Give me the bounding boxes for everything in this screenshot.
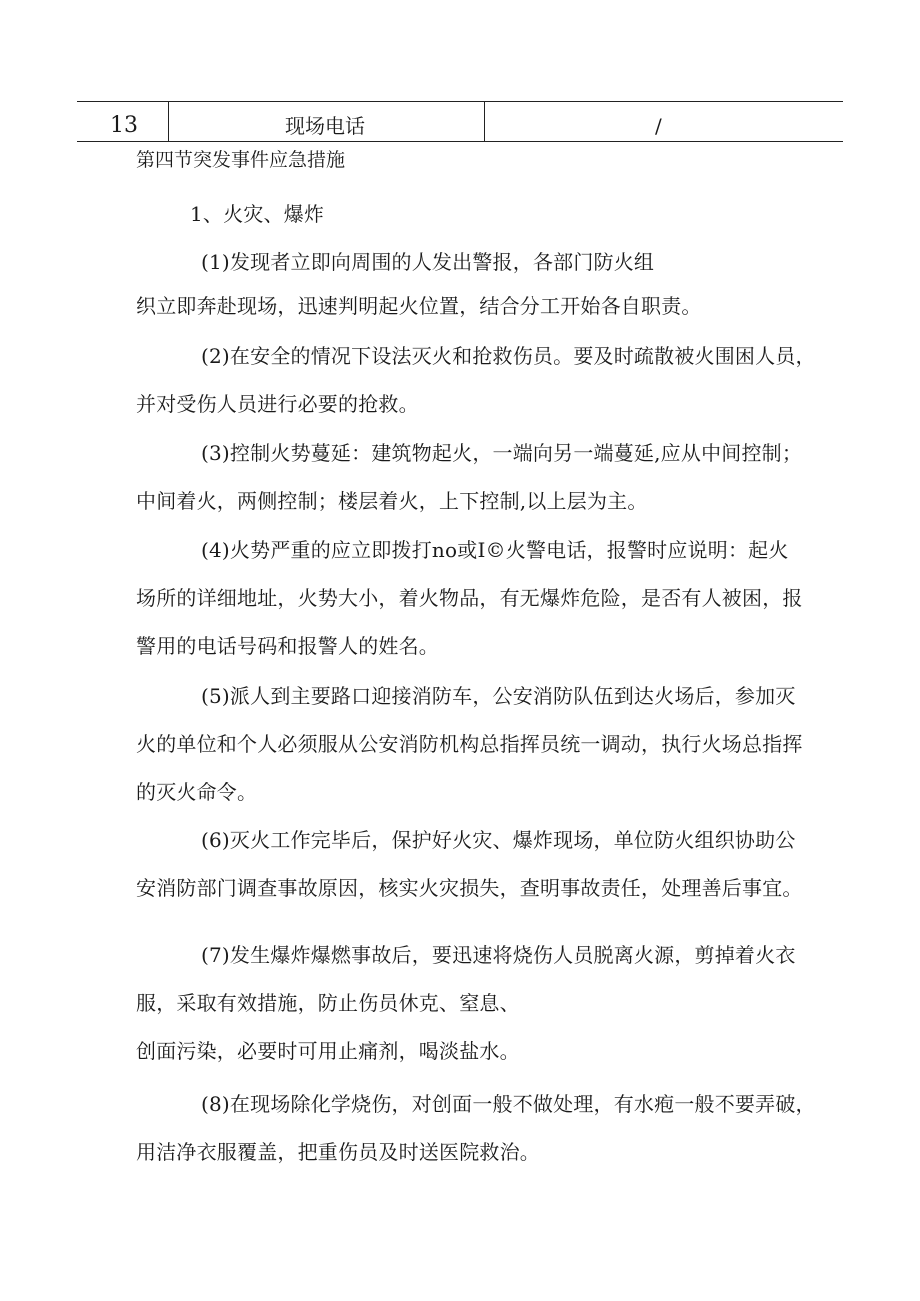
contact-table <box>77 101 843 142</box>
table-cell-value: / <box>655 114 662 138</box>
paragraph-line: 安消防部门调查事故原因，核实火灾损失，查明事故责任，处理善后事宜。 <box>136 876 803 900</box>
table-cell-number: 13 <box>110 113 138 138</box>
paragraph-line: (7)发生爆炸爆燃事故后，要迅速将烧伤人员脱离火源，剪掉着火衣 <box>201 943 796 967</box>
paragraph-line: (2)在安全的情况下设法灭火和抢救伤员。要及时疏散被火围困人员， <box>201 344 816 368</box>
table-top-rule <box>77 101 843 102</box>
paragraph-line: 中间着火，两侧控制；楼层着火，上下控制,以上层为主。 <box>136 489 648 513</box>
paragraph-line: 场所的详细地址，火势大小，着火物品，有无爆炸危险，是否有人被困，报 <box>136 586 803 610</box>
paragraph-line: (1)发现者立即向周围的人发出警报，各部门防火组 <box>201 250 655 274</box>
table-column-divider <box>168 101 169 142</box>
paragraph-line: (6)灭火工作完毕后，保护好火灾、爆炸现场，单位防火组织协助公 <box>201 828 796 852</box>
table-column-divider <box>484 101 485 142</box>
table-bottom-rule <box>77 141 843 142</box>
paragraph-line: 的灭火命令。 <box>136 780 258 804</box>
table-cell-name: 现场电话 <box>285 114 365 138</box>
paragraph-line: 服，采取有效措施，防止伤员休克、窒息、 <box>136 991 520 1015</box>
paragraph-line: 织立即奔赴现场，迅速判明起火位置，结合分工开始各自职责。 <box>136 294 702 318</box>
paragraph-line: 警用的电话号码和报警人的姓名。 <box>136 634 439 658</box>
paragraph-line: (8)在现场除化学烧伤，对创面一般不做处理，有水疱一般不要弄破， <box>201 1092 816 1116</box>
paragraph-line: (5)派人到主要路口迎接消防车，公安消防队伍到达火场后，参加灭 <box>201 684 796 708</box>
paragraph-line: 用洁净衣服覆盖，把重伤员及时送医院救治。 <box>136 1140 540 1164</box>
paragraph-line: 火的单位和个人必须服从公安消防机构总指挥员统一调动，执行火场总指挥 <box>136 732 803 756</box>
section-heading: 第四节突发事件应急措施 <box>136 149 346 171</box>
paragraph-line: 创面污染，必要时可用止痛剂，喝淡盐水。 <box>136 1039 520 1063</box>
paragraph-line: (4)火势严重的应立即拨打no或I©火警电话，报警时应说明：起火 <box>201 538 789 562</box>
paragraph-line: (3)控制火势蔓延：建筑物起火，一端向另一端蔓延,应从中间控制； <box>201 441 803 465</box>
subsection-heading: 1、火灾、爆炸 <box>190 202 325 226</box>
paragraph-line: 并对受伤人员进行必要的抢救。 <box>136 392 419 416</box>
